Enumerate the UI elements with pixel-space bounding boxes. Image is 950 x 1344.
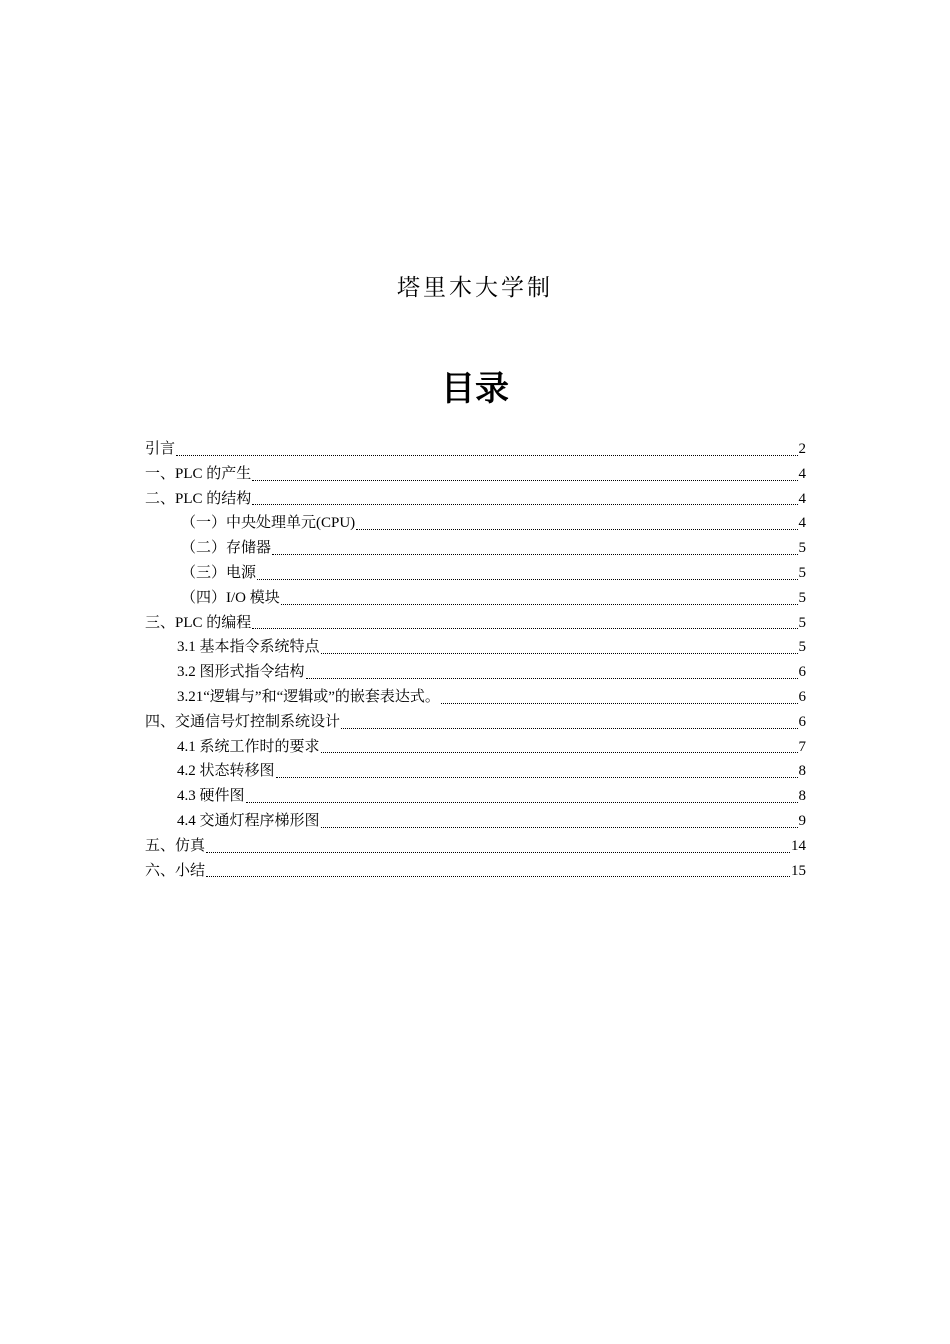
toc-dot-leader [252,480,797,481]
toc-dot-leader [321,827,798,828]
toc-entry-title: 3.21“逻辑与”和“逻辑或”的嵌套表达式。 [177,688,440,705]
toc-entry[interactable] [145,660,806,685]
toc-entry-title: （四）I/O 模块 [181,589,280,606]
toc-entry-title: （三）电源 [181,564,257,581]
toc-heading: 目录 [441,369,509,409]
toc-entry-page: 15 [791,862,806,879]
toc-entry[interactable] [145,536,806,561]
toc-entry-page: 5 [798,614,806,631]
toc-dot-leader [252,628,797,629]
toc-entry-page: 14 [791,837,806,854]
toc-entry[interactable] [145,487,806,512]
toc-entry-title: 3.1 基本指令系统特点 [177,639,320,656]
toc-entry[interactable] [145,437,806,462]
toc-dot-leader [206,876,790,877]
toc-entry-title: 一、PLC 的产生 [145,465,252,482]
toc-entry-title: 二、PLC 的结构 [145,490,252,507]
toc-dot-leader [176,455,797,456]
toc-dot-leader [272,554,797,555]
toc-entry-title: 3.2 图形式指令结构 [177,664,305,681]
toc-entry-page: 2 [798,441,806,457]
toc-entry[interactable] [145,685,806,710]
toc-entry-title: 引言 [145,441,176,457]
toc-entry-page: 7 [798,738,806,755]
toc-entry[interactable] [145,611,806,636]
toc-entry-page: 6 [798,664,806,681]
toc-entry-title: 4.4 交通灯程序梯形图 [177,812,320,829]
toc-entry-title: 三、PLC 的编程 [145,614,252,631]
toc-entry[interactable] [145,784,806,809]
toc-dot-leader [252,504,797,505]
toc-entry-title: 4.1 系统工作时的要求 [177,738,320,755]
toc-dot-leader [341,728,797,729]
toc-entry-page: 6 [798,713,806,730]
toc-entry-page: 4 [798,490,806,507]
toc-dot-leader [257,579,797,580]
toc-dot-leader [306,678,798,679]
toc-entry-title: （一）中央处理单元(CPU) [181,515,356,532]
toc-dot-leader [356,529,797,530]
toc-entry-page: 5 [798,540,806,557]
toc-dot-leader [276,777,798,778]
toc-dot-leader [441,703,798,704]
toc-entry-title: 五、仿真 [145,837,206,854]
toc-entry-page: 8 [798,763,806,780]
toc-entry-page: 9 [798,812,806,829]
toc-entry[interactable] [145,710,806,735]
toc-entry-title: 四、交通信号灯控制系统设计 [145,713,341,730]
toc-entry-page: 6 [798,688,806,705]
toc-entry[interactable] [145,735,806,760]
toc-entry-page: 5 [798,639,806,656]
toc-entry-page: 4 [798,465,806,482]
toc-dot-leader [321,653,798,654]
toc-dot-leader [206,852,790,853]
table-of-contents [145,437,806,883]
toc-entry-title: （二）存储器 [181,540,272,557]
toc-entry[interactable] [145,586,806,611]
toc-entry-page: 5 [798,589,806,606]
toc-entry-title: 4.3 硬件图 [177,788,245,805]
toc-entry-page: 5 [798,564,806,581]
toc-dot-leader [246,802,798,803]
toc-entry[interactable] [145,759,806,784]
toc-entry-page: 8 [798,788,806,805]
toc-entry[interactable] [145,809,806,834]
toc-dot-leader [281,604,798,605]
toc-entry[interactable] [145,635,806,660]
toc-entry[interactable] [145,561,806,586]
toc-entry-title: 六、小结 [145,862,206,879]
toc-entry-title: 4.2 状态转移图 [177,763,275,780]
toc-entry[interactable] [145,834,806,859]
toc-dot-leader [321,752,798,753]
toc-entry-page: 4 [798,515,806,532]
toc-entry[interactable] [145,859,806,884]
toc-entry[interactable] [145,511,806,536]
toc-entry[interactable] [145,462,806,487]
institution-name: 塔里木大学制 [397,275,553,301]
